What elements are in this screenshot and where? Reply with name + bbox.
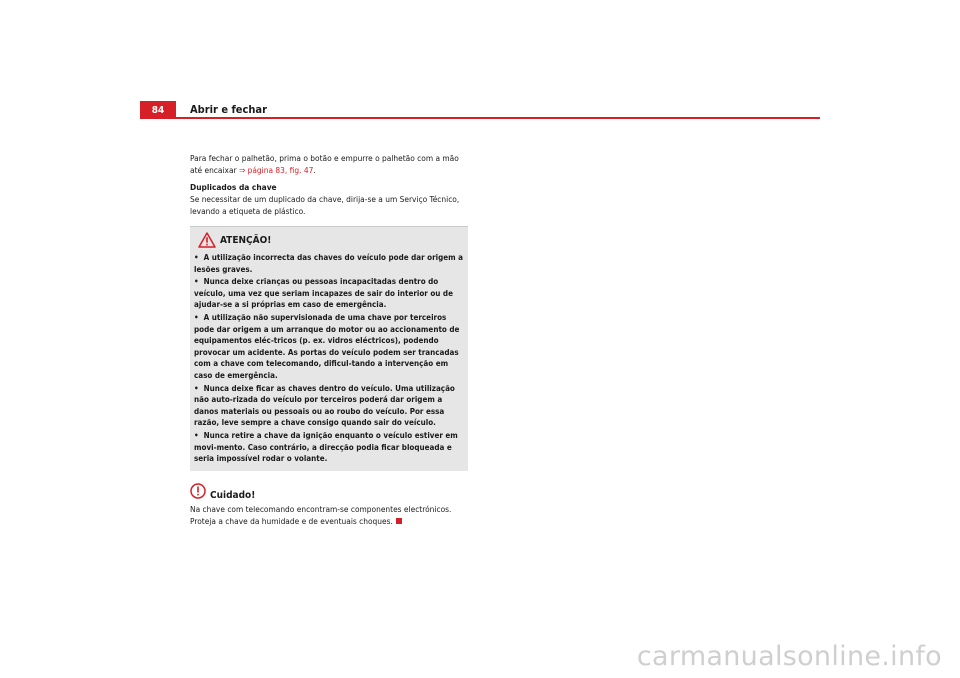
header-rule xyxy=(140,117,820,119)
warning-item: • A utilização não supervisionada de uma chave por terceiros pode dar origem a um arranque do motor ou ao accionamento de equipamentos eléc-tricos (p. ex. vidros eléctricos), podendo provocar um acidente. As portas do veículo podem ser trancadas com a chave com telecomando, dificul-tando a intervenção em caso de emergência. xyxy=(194,312,460,380)
watermark: carmanualsonline.info xyxy=(636,641,942,672)
duplicates-text: Se necessitar de um duplicado da chave, dirija-se a um Serviço Técnico, levando a etiqueta de plástico. xyxy=(190,194,460,216)
warning-title: ATENÇÃO! xyxy=(220,235,272,246)
page-reference-link[interactable]: ⇒ página 83, fig. 47 xyxy=(238,165,314,175)
warning-triangle-icon xyxy=(198,232,216,251)
caution-circle-icon xyxy=(190,483,206,502)
caution-text: Na chave com telecomando encontram-se componentes electrónicos. Proteja a chave da humidade e de eventuais choques. xyxy=(190,503,452,526)
warning-item: • A utilização incorrecta das chaves do veículo pode dar origem a lesões graves. xyxy=(194,253,464,274)
page-content xyxy=(190,152,468,527)
intro-text-suffix: . xyxy=(313,165,316,175)
intro-text-line1: Para fechar o palhetão, prima o botão e empurre o palhetão com a mão até xyxy=(190,153,459,175)
intro-text-prefix: encaixar xyxy=(204,165,239,175)
warning-item: • Nunca deixe crianças ou pessoas incapacitadas dentro do veículo, uma vez que seriam incapazes de sair do interior ou de ajudar-se a si próprias em caso de emergência. xyxy=(194,277,453,310)
warning-item: • Nunca retire a chave da ignição enquanto o veículo estiver em movi-mento. Caso contrário, a direcção podia ficar bloqueada e seria impossível rodar o volante. xyxy=(194,430,458,464)
caution-title: Cuidado! xyxy=(210,489,256,501)
end-square-icon xyxy=(396,518,402,524)
warning-item: • Nunca deixe ficar as chaves dentro do veículo. Uma utilização não auto-rizada do veículo por terceiros poderá dar origem a danos materiais ou pessoais ou ao roubo do veículo. Por essa razão, leve sempre a chave consigo quando sair do veículo. xyxy=(194,383,455,428)
caution-header xyxy=(190,484,468,502)
warning-header xyxy=(194,231,464,251)
duplicates-heading: Duplicados da chave xyxy=(190,182,277,192)
section-title: Abrir e fechar xyxy=(190,103,267,116)
warning-box xyxy=(190,226,468,471)
page-number: 84 xyxy=(140,101,176,119)
intro-paragraph xyxy=(190,152,468,176)
